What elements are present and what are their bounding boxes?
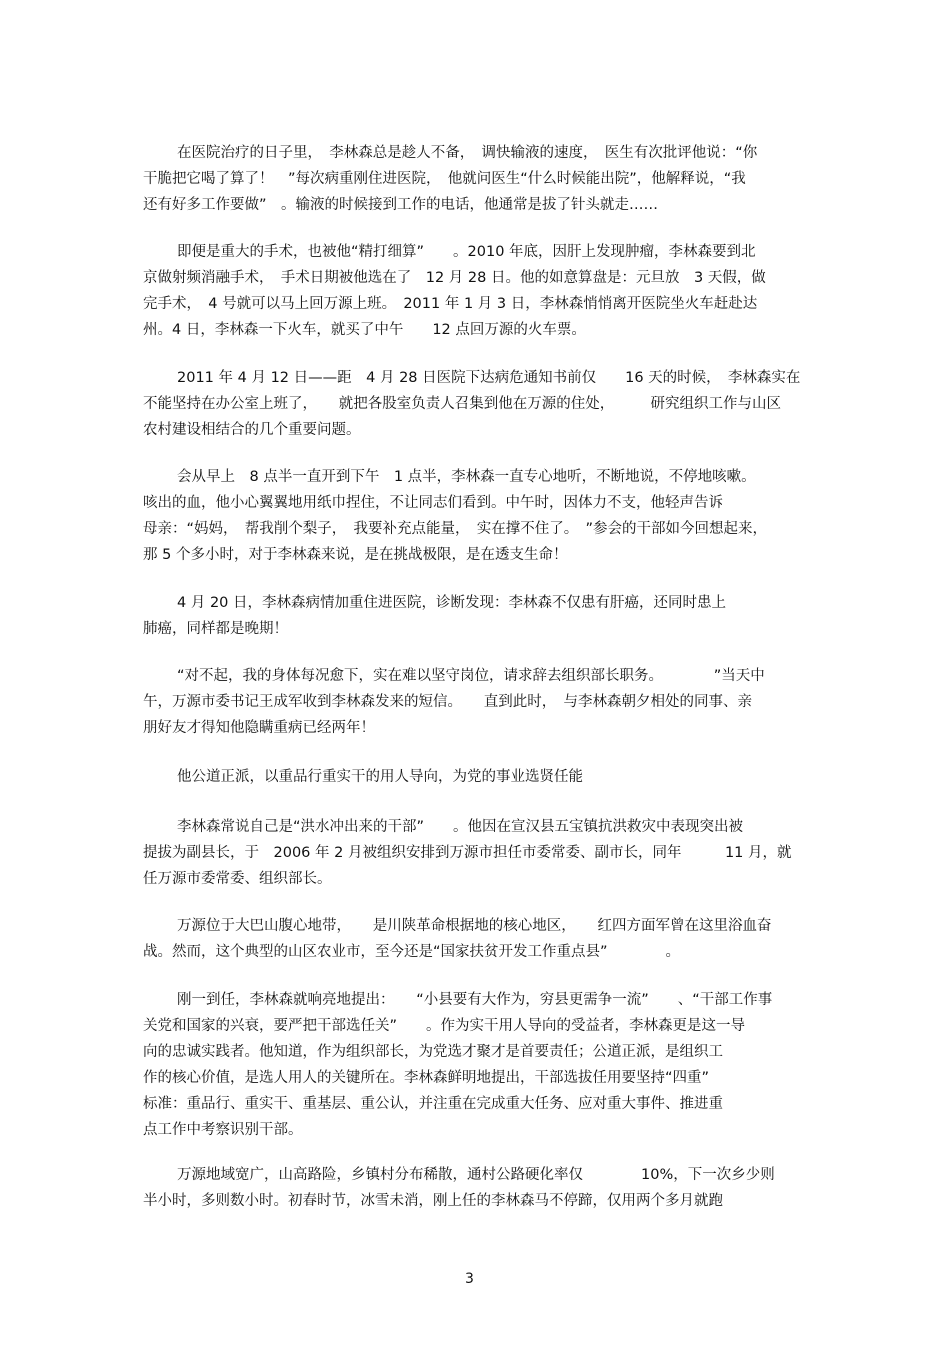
- text-line: 午，万源市委书记王成军收到李林森发来的短信。 直到此时， 与李林森朝夕相处的同事、亲: [143, 694, 752, 710]
- text-line: 点工作中考察识别干部。: [143, 1122, 303, 1138]
- text-line: 提拔为副县长，于 2006 年 2 月被组织安排到万源市担任市委常委、副市长，同年 11 月，就: [143, 845, 792, 861]
- text-line: 即便是重大的手术，也被他“精打细算” 。2010 年底，因肝上发现肿瘤，李林森要到北: [177, 244, 756, 260]
- text-line: 关党和国家的兴衰，要严把干部选任关” 。作为实干用人导向的受益者，李林森更是这一导: [143, 1018, 746, 1034]
- text-line: 向的忠诚实践者。他知道，作为组织部长，为党选才聚才是首要责任；公道正派，是组织工: [143, 1044, 723, 1060]
- text-line: 他公道正派，以重品行重实干的用人导向，为党的事业选贤任能: [177, 769, 583, 785]
- text-line: 万源位于大巴山腹心地带， 是川陕革命根据地的核心地区， 红四方面军曾在这里浴血奋: [177, 918, 772, 934]
- text-line: 还有好多工作要做” 。输液的时候接到工作的电话，他通常是拔了针头就走……: [143, 197, 659, 213]
- text-line: 不能坚持在办公室上班了， 就把各股室负责人召集到他在万源的住处， 研究组织工作与山区: [143, 396, 781, 412]
- text-line: 半小时，多则数小时。初春时节，冰雪未消，刚上任的李林森马不停蹄，仅用两个多月就跑: [143, 1193, 723, 1209]
- text-line: 刚一到任，李林森就响亮地提出： “小县要有大作为，穷县更需争一流” 、“干部工作事: [177, 992, 773, 1008]
- text-line: 作的核心价值，是选人用人的关键所在。李林森鲜明地提出，干部选拔任用要坚持“四重”: [143, 1070, 710, 1086]
- text-line: 任万源市委常委、组织部长。: [143, 871, 332, 887]
- text-line: 万源地域宽广，山高路险，乡镇村分布稀散，通村公路硬化率仅 10%，下一次乡少则: [177, 1167, 775, 1183]
- text-line: 州。4 日，李林森一下火车，就买了中午 12 点回万源的火车票。: [143, 322, 586, 338]
- text-line: 完手术， 4 号就可以马上回万源上班。 2011 年 1 月 3 日，李林森悄悄离开医院坐火车赶赴达: [143, 296, 758, 312]
- text-line: 标准：重品行、重实干、重基层、重公认，并注重在完成重大任务、应对重大事件、推进重: [143, 1096, 723, 1112]
- text-line: 会从早上 8 点半一直开到下午 1 点半，李林森一直专心地听，不断地说，不停地咳嗽。: [177, 469, 756, 485]
- text-line: 在医院治疗的日子里， 李林森总是趁人不备， 调快输液的速度， 医生有次批评他说：“你: [177, 145, 758, 161]
- text-line: 2011 年 4 月 12 日——距 4 月 28 日医院下达病危通知书前仅 16 天的时候， 李林森实在: [177, 370, 801, 386]
- text-line: “对不起，我的身体每况愈下，实在难以坚守岗位，请求辞去组织部长职务。 ”当天中: [177, 668, 765, 684]
- text-line: 战。然而，这个典型的山区农业市，至今还是“国家扶贫开发工作重点县” 。: [143, 944, 681, 960]
- text-line: 朋好友才得知他隐瞒重病已经两年！: [143, 720, 375, 736]
- text-line: 母亲：“妈妈， 帮我削个梨子， 我要补充点能量， 实在撑不住了。 ”参会的干部如今回想起来，: [143, 521, 768, 537]
- page-number: 3: [465, 1271, 474, 1287]
- text-line: 京做射频消融手术， 手术日期被他选在了 12 月 28 日。他的如意算盘是：元旦放 3 天假，做: [143, 270, 766, 286]
- text-line: 那 5 个多小时，对于李林森来说，是在挑战极限，是在透支生命！: [143, 547, 568, 563]
- text-line: 4 月 20 日，李林森病情加重住进医院，诊断发现：李林森不仅患有肝癌，还同时患上: [177, 595, 727, 611]
- text-line: 农村建设相结合的几个重要问题。: [143, 422, 361, 438]
- text-line: 李林森常说自己是“洪水冲出来的干部” 。他因在宣汉县五宝镇抗洪救灾中表现突出被: [177, 819, 744, 835]
- text-line: 咳出的血，他小心翼翼地用纸巾捏住，不让同志们看到。中午时，因体力不支，他轻声告诉: [143, 495, 723, 511]
- text-line: 肺癌，同样都是晚期！: [143, 621, 288, 637]
- text-line: 干脆把它喝了算了！ ”每次病重刚住进医院， 他就问医生“什么时候能出院”，他解释说，“我: [143, 171, 746, 187]
